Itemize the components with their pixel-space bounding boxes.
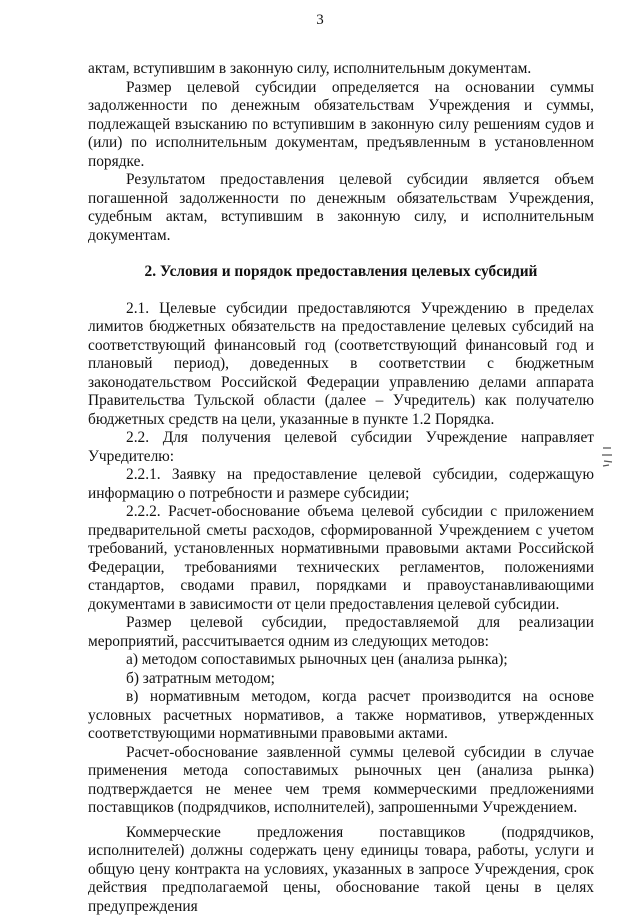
paragraph-2-1: 2.1. Целевые субсидии предоставляются Учреждению в пределах лимитов бюджетных обязательств на предоставление целевых субсидий на соответствующий финансовый год (соответствующий финансовый год и плановый период), доведенных в соответствии с бюджетным законодательством Российской Федерации управлению делами аппарата Правительства Тульской области (далее – Учредитель) как получателю бюджетных средств на цели, указанные в пункте 1.2 Порядка. [88,300,594,430]
paragraph-continuation: актам, вступившим в законную силу, исполнительным документам. [88,60,594,79]
list-item-v: в) нормативным методом, когда расчет производится на основе условных расчетных нормативов, а также нормативов, утвержденных соответствующими нормативными правовыми актами. [88,688,594,744]
paragraph-methods-intro: Размер целевой субсидии, предоставляемой для реализации мероприятий, рассчитывается одним из следующих методов: [88,614,594,651]
list-item-b: б) затратным методом; [88,670,594,689]
paragraph-subsidy-result: Результатом предоставления целевой субсидии является объем погашенной задолженности по денежным обязательствам Учреждения, судебным актам, вступившим в законную силу, и исполнительным документам. [88,171,594,245]
paragraph-market-analysis: Расчет-обоснование заявленной суммы целевой субсидии в случае применения метода сопоставимых рыночных цен (анализа рынка) подтверждается не менее чем тремя коммерческими предложениями поставщиков (подрядчиков, исполнителей), запрошенными Учреждением. [88,744,594,818]
paragraph-2-2-2: 2.2.2. Расчет-обоснование объема целевой субсидии с приложением предварительной сметы расходов, сформированной Учреждением с учетом требований, установленных нормативными правовыми актами Российской Федерации, требованиями технических регламентов, положениями стандартов, сводами правил, порядками и правоустанавливающими документами в зависимости от цели предоставления целевой субсидии. [88,503,594,614]
list-item-a: а) методом сопоставимых рыночных цен (анализа рынка); [88,651,594,670]
document-body [88,60,594,916]
page-number: 3 [0,12,640,29]
paragraph-2-2: 2.2. Для получения целевой субсидии Учреждение направляет Учредителю: [88,429,594,466]
section-heading: 2. Условия и порядок предоставления целевых субсидий [88,263,594,282]
paragraph-2-2-1: 2.2.1. Заявку на предоставление целевой субсидии, содержащую информацию о потребности и размере субсидии; [88,466,594,503]
margin-scribble-icon [600,445,614,469]
paragraph-subsidy-amount: Размер целевой субсидии определяется на основании суммы задолженности по денежным обязательствам Учреждения и суммы, подлежащей взысканию по вступившим в законную силу решениям судов и (или) по исполнительным документам, предъявленным в установленном порядке. [88,79,594,172]
paragraph-commercial-offers: Коммерческие предложения поставщиков (подрядчиков, исполнителей) должны содержать цену единицы товара, работы, услуги и общую цену контракта на условиях, указанных в запросе Учреждения, срок действия предполагаемой цены, обоснование такой цены в целях предупреждения [88,824,594,916]
